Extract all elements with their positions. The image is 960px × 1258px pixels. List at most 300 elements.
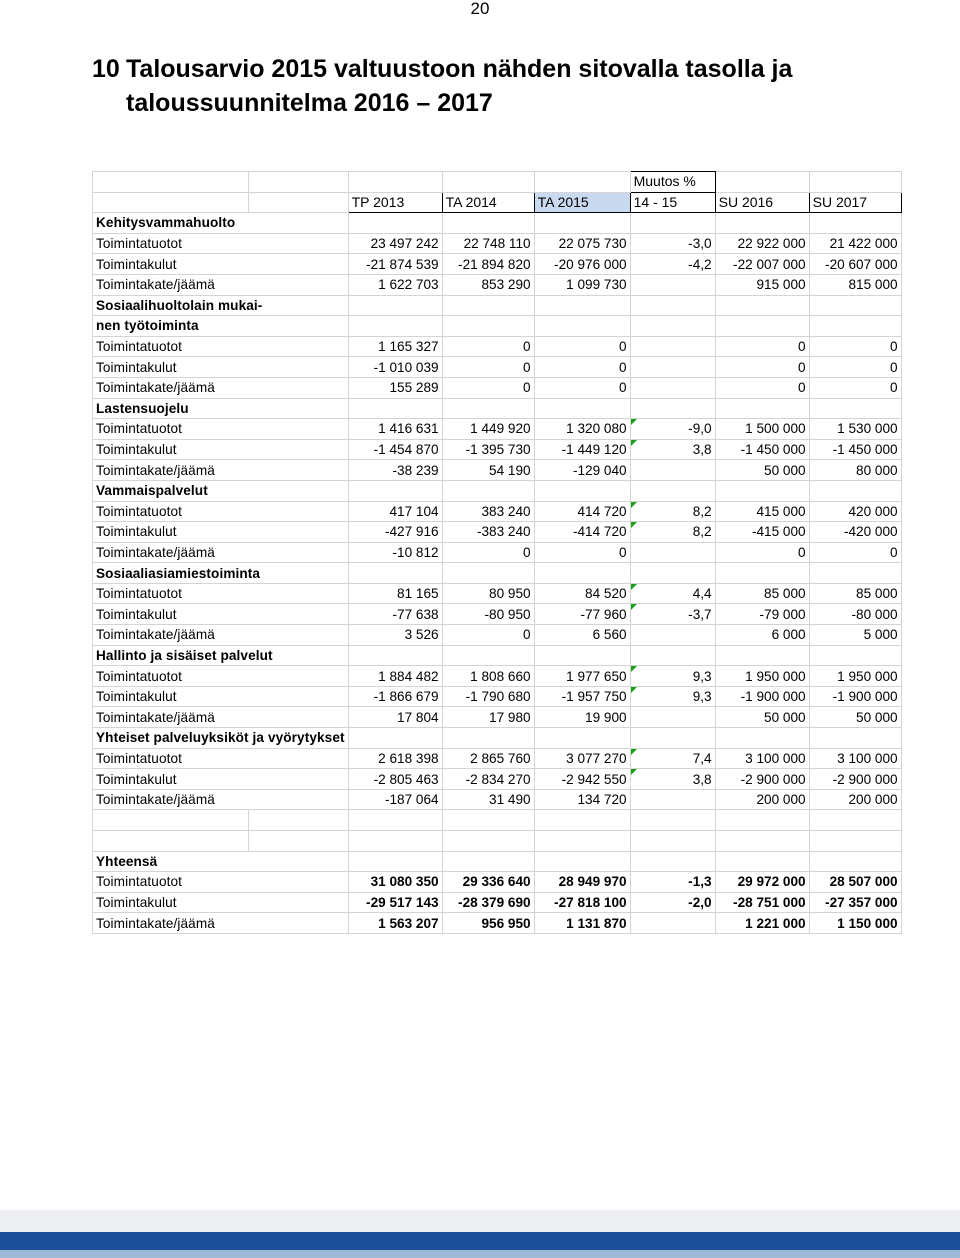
value-cell: 22 922 000 — [715, 233, 809, 254]
value-cell: 0 — [442, 542, 534, 563]
value-cell — [630, 707, 715, 728]
blank-row — [93, 810, 902, 831]
value-cell: 3 100 000 — [715, 748, 809, 769]
section-label: Hallinto ja sisäiset palvelut — [93, 645, 349, 666]
table-row — [93, 789, 902, 810]
value-cell: -3,0 — [630, 233, 715, 254]
value-cell: 0 — [715, 357, 809, 378]
table-row — [93, 254, 902, 275]
empty-cell — [630, 213, 715, 234]
value-cell: 17 980 — [442, 707, 534, 728]
header-cell — [442, 172, 534, 193]
value-cell: 915 000 — [715, 274, 809, 295]
row-label: Toimintakulut — [93, 892, 349, 913]
value-cell: -38 239 — [348, 460, 442, 481]
empty-cell — [534, 645, 630, 666]
value-cell: 0 — [442, 357, 534, 378]
value-cell: 1 500 000 — [715, 419, 809, 440]
value-cell: 200 000 — [809, 789, 901, 810]
empty-cell — [442, 851, 534, 872]
empty-cell — [630, 398, 715, 419]
header-cell — [715, 172, 809, 193]
section-row — [93, 213, 902, 234]
value-cell: 815 000 — [809, 274, 901, 295]
value-cell: 0 — [715, 542, 809, 563]
value-cell: 0 — [534, 542, 630, 563]
value-cell: 1 563 207 — [348, 913, 442, 934]
value-cell: -9,0 — [630, 419, 715, 440]
empty-cell — [442, 316, 534, 337]
empty-cell — [442, 295, 534, 316]
value-cell: 1 884 482 — [348, 666, 442, 687]
empty-cell — [630, 316, 715, 337]
header-row-top — [93, 172, 902, 193]
value-cell — [630, 542, 715, 563]
section-label: Lastensuojelu — [93, 398, 349, 419]
empty-cell — [715, 728, 809, 749]
value-cell: 1 950 000 — [809, 666, 901, 687]
section-label: nen työtoiminta — [93, 316, 349, 337]
footer-stripe-blue — [0, 1232, 960, 1250]
empty-cell — [534, 728, 630, 749]
value-cell: 50 000 — [715, 460, 809, 481]
empty-cell — [348, 810, 442, 831]
value-cell: 420 000 — [809, 501, 901, 522]
row-label: Toimintakulut — [93, 686, 349, 707]
empty-cell — [630, 728, 715, 749]
table-row — [93, 625, 902, 646]
budget-table-body — [93, 172, 902, 934]
empty-cell — [715, 831, 809, 852]
empty-cell — [715, 851, 809, 872]
table-row — [93, 872, 902, 893]
value-cell: 1 622 703 — [348, 274, 442, 295]
row-label: Toimintakulut — [93, 769, 349, 790]
value-cell: 5 000 — [809, 625, 901, 646]
value-cell: -2 805 463 — [348, 769, 442, 790]
value-cell: 0 — [442, 625, 534, 646]
value-cell: 84 520 — [534, 583, 630, 604]
page-number: 20 — [470, 0, 490, 18]
header-cell — [809, 172, 901, 193]
value-cell: -2 942 550 — [534, 769, 630, 790]
value-cell: -383 240 — [442, 522, 534, 543]
value-cell: -22 007 000 — [715, 254, 809, 275]
empty-cell — [809, 480, 901, 501]
value-cell: -27 818 100 — [534, 892, 630, 913]
table-row — [93, 686, 902, 707]
value-cell: -20 976 000 — [534, 254, 630, 275]
value-cell: 22 075 730 — [534, 233, 630, 254]
header-muutos: Muutos % — [630, 172, 715, 193]
value-cell: 85 000 — [809, 583, 901, 604]
section-row — [93, 728, 902, 749]
row-label: Toimintakulut — [93, 522, 349, 543]
section-label: Sosiaalihuoltolain mukai- — [93, 295, 349, 316]
page-footer-band — [0, 1210, 960, 1258]
value-cell: 1 165 327 — [348, 336, 442, 357]
empty-cell — [630, 563, 715, 584]
empty-cell — [809, 645, 901, 666]
value-cell: 414 720 — [534, 501, 630, 522]
empty-cell — [715, 645, 809, 666]
empty-cell — [534, 398, 630, 419]
empty-cell — [630, 810, 715, 831]
empty-cell — [93, 810, 249, 831]
budget-table — [92, 171, 902, 934]
value-cell: -10 812 — [348, 542, 442, 563]
value-cell: 54 190 — [442, 460, 534, 481]
value-cell: 0 — [809, 336, 901, 357]
empty-cell — [348, 213, 442, 234]
value-cell: 0 — [715, 336, 809, 357]
empty-cell — [809, 213, 901, 234]
empty-cell — [442, 480, 534, 501]
value-cell: -77 638 — [348, 604, 442, 625]
row-label: Toimintatuotot — [93, 419, 349, 440]
value-cell: -427 916 — [348, 522, 442, 543]
value-cell: -29 517 143 — [348, 892, 442, 913]
table-row — [93, 913, 902, 934]
header-cell — [348, 172, 442, 193]
table-row — [93, 583, 902, 604]
value-cell: 1 150 000 — [809, 913, 901, 934]
empty-cell — [348, 645, 442, 666]
section-label: Vammaispalvelut — [93, 480, 349, 501]
value-cell: 31 490 — [442, 789, 534, 810]
empty-cell — [248, 831, 348, 852]
empty-cell — [534, 831, 630, 852]
row-label: Toimintatuotot — [93, 583, 349, 604]
row-label: Toimintatuotot — [93, 666, 349, 687]
value-cell: 2 865 760 — [442, 748, 534, 769]
value-cell — [630, 274, 715, 295]
row-label: Toimintakate/jäämä — [93, 913, 349, 934]
value-cell: -1 454 870 — [348, 439, 442, 460]
empty-cell — [809, 398, 901, 419]
value-cell: 0 — [442, 336, 534, 357]
empty-cell — [809, 563, 901, 584]
value-cell: -4,2 — [630, 254, 715, 275]
value-cell: 31 080 350 — [348, 872, 442, 893]
row-label: Toimintakate/jäämä — [93, 789, 349, 810]
table-row — [93, 707, 902, 728]
value-cell: 29 972 000 — [715, 872, 809, 893]
value-cell: -1 450 000 — [809, 439, 901, 460]
table-row — [93, 233, 902, 254]
empty-cell — [534, 563, 630, 584]
empty-cell — [715, 563, 809, 584]
empty-cell — [348, 295, 442, 316]
section-label: Kehitysvammahuolto — [93, 213, 349, 234]
table-row — [93, 419, 902, 440]
value-cell: 6 560 — [534, 625, 630, 646]
value-cell: 0 — [534, 357, 630, 378]
table-row — [93, 522, 902, 543]
value-cell: 0 — [534, 336, 630, 357]
value-cell: 415 000 — [715, 501, 809, 522]
empty-cell — [442, 563, 534, 584]
table-row — [93, 377, 902, 398]
table-row — [93, 892, 902, 913]
empty-cell — [715, 810, 809, 831]
empty-cell — [534, 480, 630, 501]
value-cell: -1 790 680 — [442, 686, 534, 707]
value-cell — [630, 377, 715, 398]
heading-line-1: Talousarvio 2015 valtuustoon nähden sitovalla tasolla ja — [126, 55, 793, 83]
column-header: TP 2013 — [348, 192, 442, 213]
empty-cell — [715, 480, 809, 501]
value-cell: 1 320 080 — [534, 419, 630, 440]
value-cell: 29 336 640 — [442, 872, 534, 893]
value-cell: -415 000 — [715, 522, 809, 543]
value-cell: 4,4 — [630, 583, 715, 604]
empty-cell — [630, 645, 715, 666]
value-cell: 81 165 — [348, 583, 442, 604]
value-cell: -420 000 — [809, 522, 901, 543]
empty-cell — [809, 295, 901, 316]
row-label: Toimintatuotot — [93, 336, 349, 357]
column-header: SU 2016 — [715, 192, 809, 213]
value-cell: 80 000 — [809, 460, 901, 481]
header-row-columns — [93, 192, 902, 213]
section-label: Sosiaaliasiamiestoiminta — [93, 563, 349, 584]
page-heading — [92, 52, 892, 120]
value-cell: -28 751 000 — [715, 892, 809, 913]
value-cell: 9,3 — [630, 686, 715, 707]
value-cell: -2 900 000 — [809, 769, 901, 790]
empty-cell — [442, 831, 534, 852]
value-cell: 8,2 — [630, 522, 715, 543]
value-cell: -79 000 — [715, 604, 809, 625]
value-cell: -1 010 039 — [348, 357, 442, 378]
value-cell: 3 077 270 — [534, 748, 630, 769]
footer-stripe-pale — [0, 1250, 960, 1258]
value-cell: 1 530 000 — [809, 419, 901, 440]
empty-cell — [809, 728, 901, 749]
empty-cell — [630, 480, 715, 501]
value-cell: 7,4 — [630, 748, 715, 769]
empty-cell — [809, 851, 901, 872]
empty-cell — [348, 316, 442, 337]
value-cell: 6 000 — [715, 625, 809, 646]
table-row — [93, 439, 902, 460]
value-cell: -80 950 — [442, 604, 534, 625]
value-cell: 3,8 — [630, 769, 715, 790]
row-label: Toimintakate/jäämä — [93, 274, 349, 295]
empty-cell — [630, 831, 715, 852]
value-cell: 1 449 920 — [442, 419, 534, 440]
value-cell: 28 507 000 — [809, 872, 901, 893]
row-label: Toimintakate/jäämä — [93, 377, 349, 398]
empty-cell — [442, 398, 534, 419]
empty-cell — [442, 810, 534, 831]
heading-line-2: taloussuunnitelma 2016 – 2017 — [126, 89, 493, 117]
value-cell: 0 — [809, 357, 901, 378]
row-label: Toimintakulut — [93, 604, 349, 625]
value-cell: -1 900 000 — [715, 686, 809, 707]
empty-cell — [348, 480, 442, 501]
value-cell: 134 720 — [534, 789, 630, 810]
value-cell: -2 900 000 — [715, 769, 809, 790]
value-cell: 1 808 660 — [442, 666, 534, 687]
empty-cell — [534, 851, 630, 872]
section-row — [93, 645, 902, 666]
value-cell: -1 957 750 — [534, 686, 630, 707]
value-cell: -1,3 — [630, 872, 715, 893]
empty-cell — [248, 810, 348, 831]
section-row — [93, 480, 902, 501]
value-cell: -28 379 690 — [442, 892, 534, 913]
value-cell: 1 416 631 — [348, 419, 442, 440]
value-cell — [630, 625, 715, 646]
value-cell — [630, 460, 715, 481]
value-cell: -21 874 539 — [348, 254, 442, 275]
value-cell: 28 949 970 — [534, 872, 630, 893]
row-label: Toimintatuotot — [93, 501, 349, 522]
blank-row — [93, 831, 902, 852]
value-cell: -1 450 000 — [715, 439, 809, 460]
empty-cell — [809, 831, 901, 852]
section-label: Yhteiset palveluyksiköt ja vyörytykset — [93, 728, 349, 749]
empty-cell — [348, 728, 442, 749]
value-cell: 1 950 000 — [715, 666, 809, 687]
value-cell: 1 977 650 — [534, 666, 630, 687]
value-cell — [630, 336, 715, 357]
value-cell: 3,8 — [630, 439, 715, 460]
value-cell: -1 900 000 — [809, 686, 901, 707]
empty-cell — [715, 398, 809, 419]
empty-cell — [809, 810, 901, 831]
value-cell — [630, 913, 715, 934]
empty-cell — [348, 398, 442, 419]
header-cell — [93, 172, 249, 193]
section-label: Yhteensä — [93, 851, 349, 872]
empty-cell — [348, 851, 442, 872]
section-row — [93, 563, 902, 584]
column-header: SU 2017 — [809, 192, 901, 213]
row-label: Toimintakulut — [93, 357, 349, 378]
value-cell: 22 748 110 — [442, 233, 534, 254]
row-label: Toimintatuotot — [93, 233, 349, 254]
table-row — [93, 666, 902, 687]
footer-stripe-light — [0, 1210, 960, 1232]
empty-cell — [442, 728, 534, 749]
value-cell — [630, 789, 715, 810]
value-cell: 17 804 — [348, 707, 442, 728]
header-cell — [93, 192, 249, 213]
value-cell: 1 099 730 — [534, 274, 630, 295]
row-label: Toimintakate/jäämä — [93, 707, 349, 728]
value-cell: -1 395 730 — [442, 439, 534, 460]
empty-cell — [630, 851, 715, 872]
value-cell: 2 618 398 — [348, 748, 442, 769]
row-label: Toimintakulut — [93, 254, 349, 275]
row-label: Toimintatuotot — [93, 748, 349, 769]
value-cell: -2 834 270 — [442, 769, 534, 790]
column-header: 14 - 15 — [630, 192, 715, 213]
row-label: Toimintakate/jäämä — [93, 542, 349, 563]
empty-cell — [715, 295, 809, 316]
section-row — [93, 316, 902, 337]
section-row — [93, 851, 902, 872]
empty-cell — [534, 810, 630, 831]
heading-number: 10 — [92, 55, 120, 83]
empty-cell — [93, 831, 249, 852]
value-cell — [630, 357, 715, 378]
table-row — [93, 274, 902, 295]
table-row — [93, 336, 902, 357]
value-cell: 9,3 — [630, 666, 715, 687]
table-row — [93, 542, 902, 563]
value-cell: -187 064 — [348, 789, 442, 810]
empty-cell — [715, 316, 809, 337]
section-row — [93, 398, 902, 419]
value-cell: -1 449 120 — [534, 439, 630, 460]
value-cell: 21 422 000 — [809, 233, 901, 254]
header-cell — [248, 172, 348, 193]
value-cell: 80 950 — [442, 583, 534, 604]
value-cell: 85 000 — [715, 583, 809, 604]
header-cell — [248, 192, 348, 213]
table-row — [93, 501, 902, 522]
value-cell: -3,7 — [630, 604, 715, 625]
row-label: Toimintakulut — [93, 439, 349, 460]
value-cell: 3 526 — [348, 625, 442, 646]
empty-cell — [534, 295, 630, 316]
value-cell: 200 000 — [715, 789, 809, 810]
column-header: TA 2015 — [534, 192, 630, 213]
header-cell — [534, 172, 630, 193]
value-cell: 1 131 870 — [534, 913, 630, 934]
value-cell: -77 960 — [534, 604, 630, 625]
value-cell: -129 040 — [534, 460, 630, 481]
value-cell: 1 221 000 — [715, 913, 809, 934]
value-cell: 417 104 — [348, 501, 442, 522]
value-cell: -20 607 000 — [809, 254, 901, 275]
value-cell: 0 — [715, 377, 809, 398]
value-cell: 23 497 242 — [348, 233, 442, 254]
value-cell: -2,0 — [630, 892, 715, 913]
value-cell: -21 894 820 — [442, 254, 534, 275]
empty-cell — [442, 213, 534, 234]
table-row — [93, 357, 902, 378]
value-cell: 0 — [442, 377, 534, 398]
value-cell: 0 — [534, 377, 630, 398]
value-cell: -27 357 000 — [809, 892, 901, 913]
empty-cell — [630, 295, 715, 316]
value-cell: -414 720 — [534, 522, 630, 543]
value-cell: 0 — [809, 377, 901, 398]
table-row — [93, 748, 902, 769]
empty-cell — [715, 213, 809, 234]
value-cell: 3 100 000 — [809, 748, 901, 769]
empty-cell — [534, 213, 630, 234]
empty-cell — [534, 316, 630, 337]
value-cell: 155 289 — [348, 377, 442, 398]
section-row — [93, 295, 902, 316]
value-cell: 19 900 — [534, 707, 630, 728]
value-cell: -80 000 — [809, 604, 901, 625]
table-row — [93, 769, 902, 790]
empty-cell — [348, 831, 442, 852]
empty-cell — [809, 316, 901, 337]
value-cell: 0 — [809, 542, 901, 563]
row-label: Toimintakate/jäämä — [93, 625, 349, 646]
value-cell: -1 866 679 — [348, 686, 442, 707]
column-header: TA 2014 — [442, 192, 534, 213]
table-row — [93, 604, 902, 625]
